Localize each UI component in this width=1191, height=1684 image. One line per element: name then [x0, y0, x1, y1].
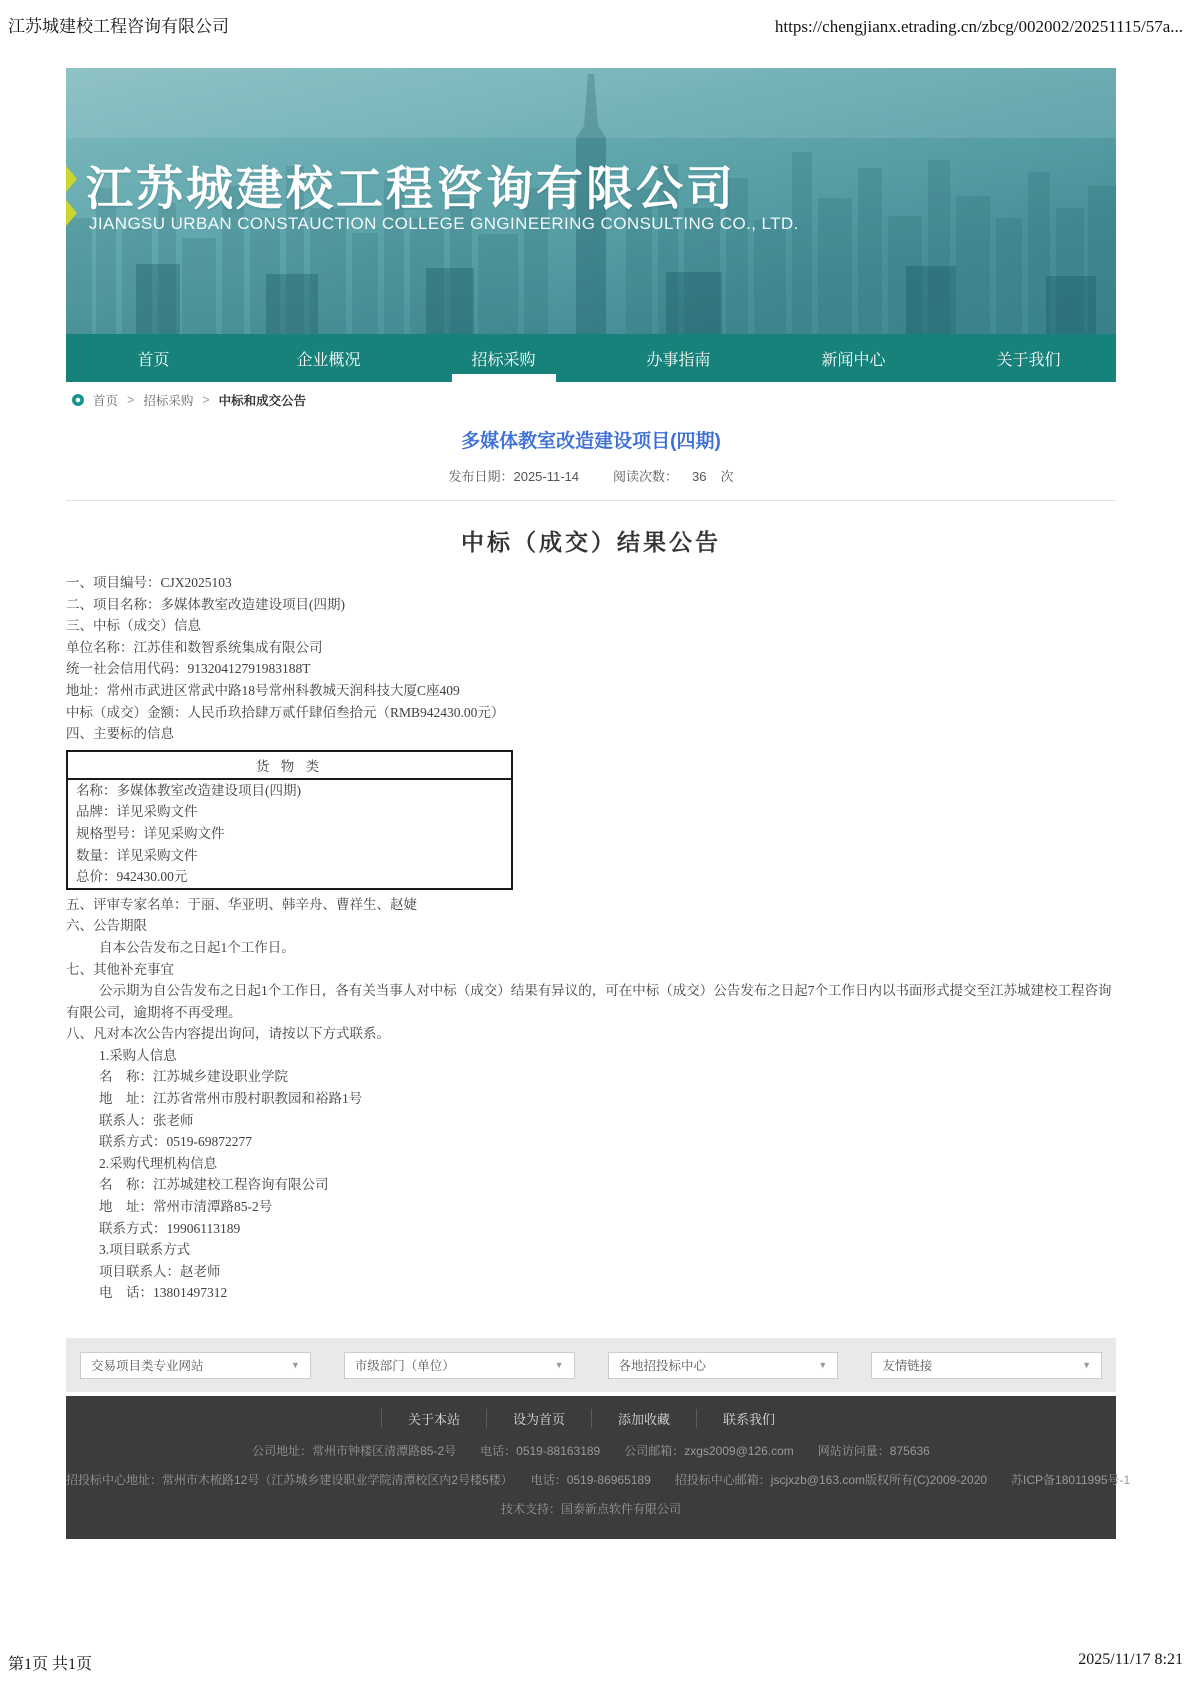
body-line: 3.项目联系方式	[99, 1242, 191, 1258]
body-line: 单位名称：江苏佳和数智系统集成有限公司	[66, 639, 323, 655]
body-line: 三、中标（成交）信息	[66, 618, 201, 634]
publish-date: 2025-11-14	[513, 469, 580, 484]
link-selects-strip	[66, 1338, 1116, 1392]
footer-support-line: 技术支持：国泰新点软件有限公司	[500, 1502, 681, 1516]
goods-table	[66, 750, 513, 890]
print-header-url: https://chengjianx.etrading.cn/zbcg/002002/20251115/57a...	[774, 17, 1183, 36]
links-dropdown-label: 市级部门（单位）	[354, 1359, 455, 1373]
nav-item[interactable]	[241, 334, 416, 382]
goods-table-row	[67, 823, 512, 845]
footer-link[interactable]: 设为首页	[486, 1409, 591, 1428]
nav-item-label: 新闻中心	[821, 351, 886, 369]
divider	[66, 500, 1116, 501]
banner	[66, 68, 1116, 334]
goods-table-row	[67, 845, 512, 867]
article-title: 多媒体教室改造建设项目(四期)	[461, 431, 721, 452]
nav-item[interactable]	[416, 334, 591, 382]
print-header-title: 江苏城建校工程咨询有限公司	[8, 17, 229, 36]
body-line: 自本公告发布之日起1个工作日。	[99, 939, 295, 955]
article-meta	[66, 466, 1116, 485]
breadcrumb-separator: >	[202, 393, 210, 407]
print-header	[8, 12, 1183, 37]
goods-table-cell: 名称：多媒体教室改造建设项目(四期)	[76, 782, 301, 798]
goods-table-header: 货 物 类	[67, 751, 512, 779]
goods-table-row	[67, 866, 512, 889]
links-dropdown[interactable]	[344, 1352, 575, 1379]
body-line: 中标（成交）金额：人民币玖拾肆万贰仟肆佰叁拾元（RMB942430.00元）	[66, 704, 505, 720]
footer-link[interactable]: 添加收藏	[591, 1409, 696, 1428]
goods-table-row	[67, 779, 512, 802]
footer-company-line: 公司地址：常州市钟楼区清潭路85-2号 电话：0519-88163189 公司邮箱：zxgs2009@126.com 网站访问量：875636	[252, 1444, 930, 1458]
breadcrumb	[72, 391, 1116, 409]
links-dropdown[interactable]	[80, 1352, 311, 1379]
print-footer	[8, 1651, 1183, 1674]
body-line: 七、其他补充事宜	[66, 961, 174, 977]
banner-title: 江苏城建校工程咨询有限公司	[86, 162, 736, 215]
views-count: 36	[692, 469, 707, 484]
breadcrumb-separator: >	[127, 393, 135, 407]
footer-link[interactable]: 关于本站	[381, 1409, 486, 1428]
links-dropdown[interactable]	[608, 1352, 839, 1379]
caret-down-icon: ▼	[818, 1359, 828, 1370]
caret-down-icon: ▼	[1082, 1359, 1091, 1370]
breadcrumb-item-current: 中标和成交公告	[218, 394, 307, 408]
nav-item-label: 企业概况	[296, 351, 361, 369]
body-line: 一、项目编号：CJX2025103	[66, 575, 232, 590]
body-line: 1.采购人信息	[99, 1047, 177, 1063]
body-line: 电 话：13801497312	[99, 1285, 228, 1301]
nav-item-label: 办事指南	[646, 351, 711, 369]
announcement-body-bottom	[66, 894, 1116, 1304]
body-line: 项目联系人：赵老师	[99, 1263, 221, 1279]
nav-item-label: 首页	[137, 351, 170, 369]
nav-item-label: 招标采购	[471, 351, 536, 369]
breadcrumb-item-section[interactable]: 招标采购	[143, 394, 194, 408]
body-line: 二、项目名称：多媒体教室改造建设项目(四期)	[66, 596, 345, 612]
announcement-body-top	[66, 572, 1116, 745]
body-line: 四、主要标的信息	[66, 726, 174, 742]
links-dropdown[interactable]	[871, 1352, 1102, 1379]
body-line: 地址：常州市武进区常武中路18号常州科教城天润科技大厦C座409	[66, 682, 460, 698]
body-line: 2.采购代理机构信息	[99, 1155, 218, 1171]
goods-table-cell: 品牌：详见采购文件	[76, 804, 198, 820]
print-timestamp: 2025/11/17 8:21	[1078, 1651, 1183, 1668]
body-line: 八、凡对本次公告内容提出询问，请按以下方式联系。	[66, 1026, 390, 1042]
nav-item[interactable]	[766, 334, 941, 382]
page-number: 第1页 共1页	[8, 1656, 93, 1673]
links-dropdown-label: 交易项目类专业网站	[91, 1359, 204, 1373]
announcement-heading: 中标（成交）结果公告	[461, 530, 721, 555]
publish-date-label: 发布日期：	[448, 469, 514, 484]
body-line: 统一社会信用代码：91320412791983188T	[66, 661, 311, 677]
views-unit: 次	[720, 469, 734, 484]
banner-subtitle: JIANGSU URBAN CONSTAUCTION COLLEGE GNGINEERING CONSULTING CO., LTD.	[89, 214, 799, 233]
breadcrumb-item-home[interactable]: 首页	[93, 394, 119, 408]
goods-table-cell: 总价：942430.00元	[76, 869, 188, 885]
body-line: 联系人：张老师	[99, 1112, 194, 1128]
breadcrumb-dot-icon	[72, 394, 84, 406]
body-line: 五、评审专家名单：于丽、华亚明、韩辛舟、曹祥生、赵婕	[66, 896, 417, 912]
nav-item[interactable]	[591, 334, 766, 382]
links-dropdown-label: 各地招投标中心	[618, 1359, 707, 1373]
footer-link[interactable]: 联系我们	[696, 1409, 801, 1428]
banner-logo-icon	[66, 166, 80, 228]
body-line: 地 址：江苏省常州市殷村职教园和裕路1号	[99, 1091, 363, 1107]
footer-center-line: 招投标中心地址：常州市木梳路12号（江苏城乡建设职业学院清潭校区内2号楼5楼） 电话：0519-86965189 招投标中心邮箱：jscjxzb@163.com版权所有(C)2009-2020 苏ICP备18011995号-1	[66, 1473, 1131, 1487]
body-line: 地 址：常州市清潭路85-2号	[99, 1199, 273, 1215]
body-line: 名 称：江苏城建校工程咨询有限公司	[99, 1177, 329, 1193]
body-line: 联系方式：0519-69872277	[99, 1134, 252, 1150]
caret-down-icon: ▼	[290, 1359, 300, 1370]
footer-links	[66, 1409, 1116, 1428]
body-line: 公示期为自公告发布之日起1个工作日，各有关当事人对中标（成交）结果有异议的，可在中标（成交）公告发布之日起7个工作日内以书面形式提交至江苏城建校工程咨询有限公司，逾期将不再受理。	[66, 983, 1112, 1020]
caret-down-icon: ▼	[554, 1359, 564, 1370]
body-line: 联系方式：19906113189	[99, 1220, 241, 1236]
body-line: 名 称：江苏城乡建设职业学院	[99, 1069, 288, 1085]
nav-item-label: 关于我们	[996, 351, 1061, 369]
body-line: 六、公告期限	[66, 918, 147, 934]
views-label: 阅读次数：	[613, 469, 679, 484]
goods-table-cell: 数量：详见采购文件	[76, 847, 198, 863]
goods-table-cell: 规格型号：详见采购文件	[76, 825, 225, 841]
main-nav	[66, 334, 1116, 382]
goods-table-row	[67, 801, 512, 823]
nav-item[interactable]	[66, 334, 241, 382]
nav-item[interactable]	[941, 334, 1116, 382]
links-dropdown-label: 友情链接	[882, 1359, 933, 1373]
site-footer	[66, 1396, 1131, 1539]
